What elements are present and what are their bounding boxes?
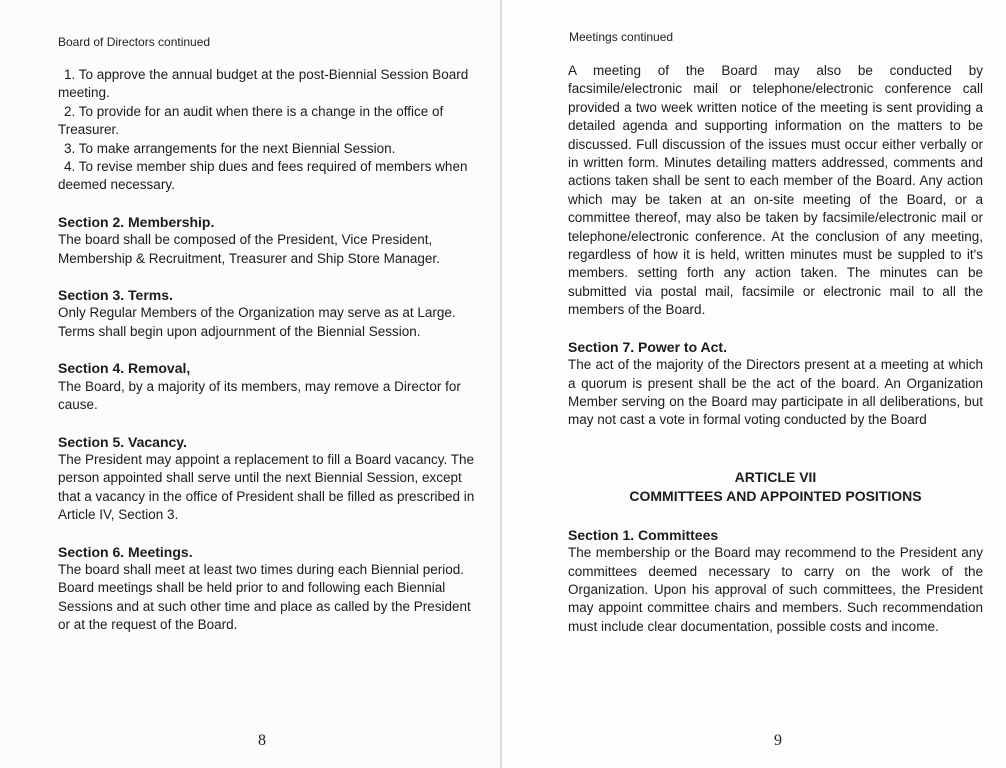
section-heading-vacancy: Section 5. Vacancy. (58, 433, 187, 450)
right-page (502, 0, 1006, 768)
list-item: 3. To make arrangements for the next Biennial Session. (64, 140, 396, 156)
section-body-committees: The membership or the Board may recommend to the President any committees deemed necessary to carry on the work of the Organization. Upon his approval of such committees, the President may appoint committee chairs and members. Such recommendation must include clear documentation, possible costs and income. (568, 545, 983, 634)
right-page-content (568, 62, 983, 636)
left-running-head: Board of Directors continued (58, 35, 211, 49)
list-item: 4. To revise member ship dues and fees required of members when deemed necessary. (58, 159, 468, 193)
section-body-terms: Only Regular Members of the Organization may serve as at Large. Terms shall begin upon adjournment of the Biennial Session. (58, 305, 456, 339)
left-page-number: 8 (258, 732, 266, 749)
section-heading-power-to-act: Section 7. Power to Act. (568, 338, 727, 355)
right-page-number: 9 (774, 732, 782, 749)
section-heading-meetings: Section 6. Meetings. (58, 543, 193, 560)
left-page-content (58, 66, 478, 635)
section-body-meetings: The board shall meet at least two times during each Biennial period. Board meetings shall be held prior to and following each Biennial Sessions and at such other time and place as called by the President or at the request of the Board. (58, 561, 471, 633)
section-heading-terms: Section 3. Terms. (58, 287, 173, 304)
section-heading-removal: Section 4. Removal, (58, 360, 191, 377)
section-heading-membership: Section 2. Membership. (58, 213, 215, 230)
section-body-membership: The board shall be composed of the President, Vice President, Membership & Recruitment, Treasurer and Ship Store Manager. (58, 232, 440, 266)
list-item: 1. To approve the annual budget at the post-Biennial Session Board meeting. (58, 67, 469, 101)
article-number: ARTICLE VII (734, 468, 817, 485)
left-page (0, 0, 500, 768)
section-body-power-to-act: The act of the majority of the Directors present at a meeting at which a quorum is present shall be the act of the board. An Organization Member serving on the Board may participate in all deliberations, but may not cast a vote in formal voting conducted by the Board (568, 357, 983, 428)
list-item: 2. To provide for an audit when there is a change in the office of Treasurer. (58, 103, 444, 138)
right-running-head: Meetings continued (569, 30, 674, 44)
section-heading-committees: Section 1. Committees (568, 526, 719, 543)
meetings-continued-body: A meeting of the Board may also be conducted by facsimile/electronic mail or telephone/electronic conference call provided a two week written notice of the meeting is sent providing a detailed agenda and supporting information on the matters to be discussed. Full discussion of the issues must occur either verbally or in written form. Minutes detailing matters addressed, comments and actions taken shall be sent to each member of the Board. Any action which may be taken at an on-site meeting of the Board, or a committee thereof, may also be taken by facsimile/electronic mail or telephone/electronic conference. At the conclusion of any meeting, regardless of how it is held, written minutes must be suppled to it's members. setting forth any action taken. The minutes can be submitted via postal mail, facsimile or electronic mail to all the members of the Board. (568, 63, 983, 318)
article-title: COMMITTEES AND APPOINTED POSITIONS (629, 487, 922, 504)
section-body-removal: The Board, by a majority of its members, may remove a Director for cause. (58, 378, 461, 413)
section-body-vacancy: The President may appoint a replacement to fill a Board vacancy. The person appointed shall serve until the next Biennial Session, except that a vacancy in the office of President shall be filled as prescribed in Article IV, Section 3. (58, 451, 475, 523)
